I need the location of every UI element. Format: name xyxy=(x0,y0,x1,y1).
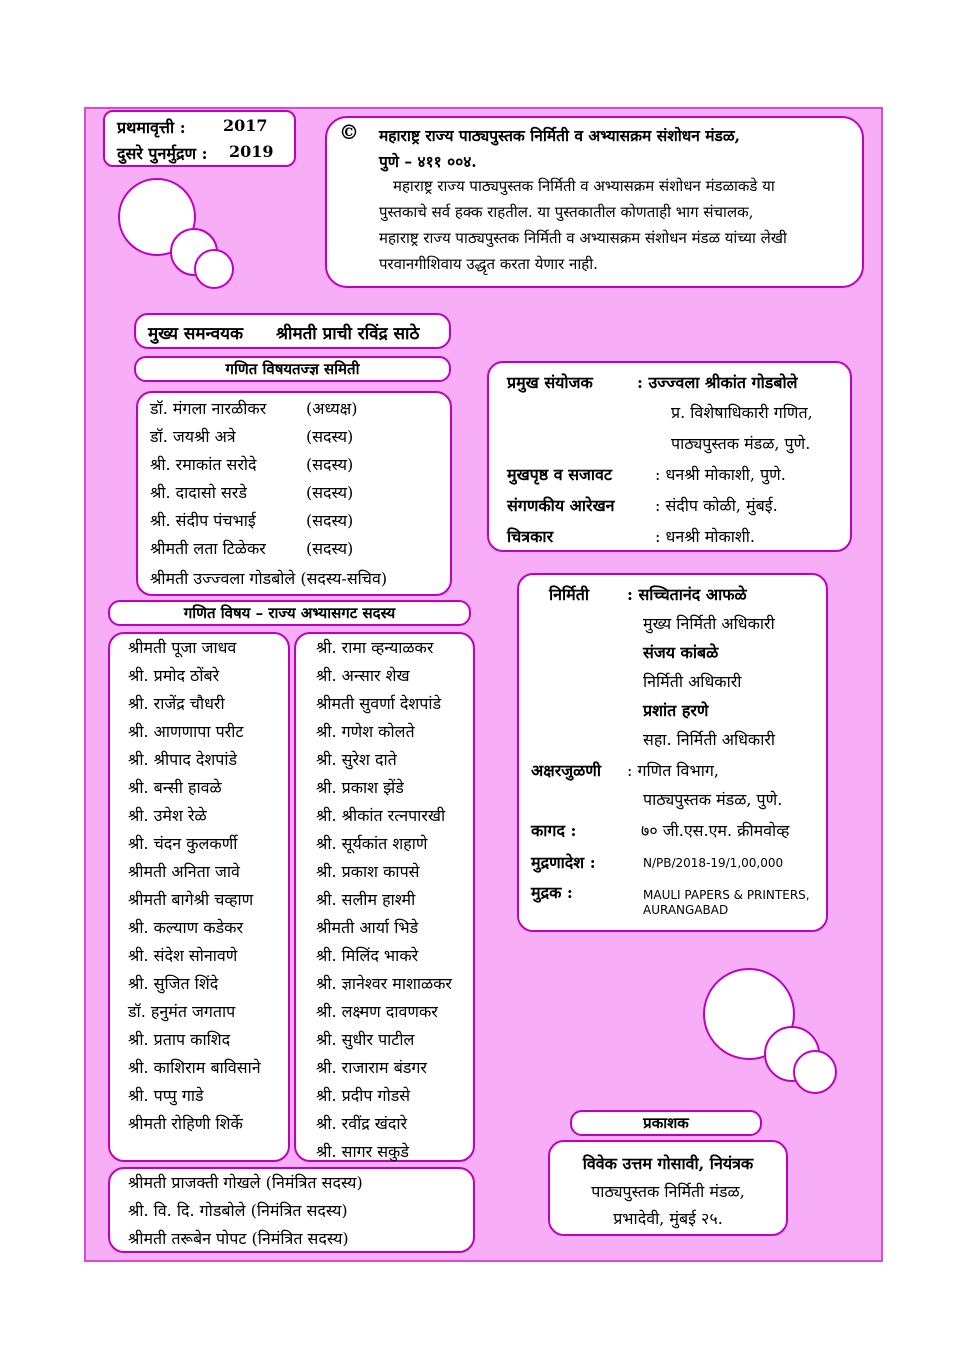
typesetting-label: अक्षरजुळणी xyxy=(531,761,601,780)
member-name: डॉ. हनुमंत जगताप xyxy=(128,1002,236,1021)
study-group-right-box xyxy=(294,632,475,1162)
publisher-line-2: पाठ्यपुस्तक निर्मिती मंडळ, xyxy=(591,1182,745,1201)
invited-member: श्रीमती तरूबेन पोपट (निमंत्रित सदस्य) xyxy=(128,1229,349,1248)
member-name: श्रीमती रोहिणी शिर्के xyxy=(128,1114,243,1133)
member-name: श्री. कल्याण कडेकर xyxy=(128,918,244,937)
expert-secretary: श्रीमती उज्ज्वला गोडबोले (सदस्य-सचिव) xyxy=(150,569,388,588)
copyright-box xyxy=(325,116,864,288)
member-name: श्रीमती आर्या भिडे xyxy=(316,918,419,937)
reprint-year: 2019 xyxy=(229,142,274,161)
print-order-label: मुद्रणादेश : xyxy=(531,853,596,872)
expert-names xyxy=(150,395,266,563)
member-name: श्री. उमेश रेळे xyxy=(128,806,207,825)
edition-box xyxy=(103,110,296,167)
publisher-name: विवेक उत्तम गोसावी, नियंत्रक xyxy=(582,1154,754,1173)
expert-committee-title xyxy=(134,356,451,382)
member-name: श्री. अन्सार शेख xyxy=(316,666,410,685)
artist-value: : धनश्री मोकाशी. xyxy=(655,527,756,546)
study-group-left-box xyxy=(108,632,290,1162)
invited-member: श्री. वि. दि. गोडबोले (निमंत्रित सदस्य) xyxy=(128,1201,348,1220)
member-name: श्री. रामा व्हन्याळकर xyxy=(316,638,434,657)
production-name-3: प्रशांत हरणे xyxy=(643,701,709,720)
publisher-box xyxy=(548,1140,788,1236)
member-name: श्रीमती सुवर्णा देशपांडे xyxy=(316,694,442,713)
decor-circle-small xyxy=(793,1050,837,1094)
expert-name: श्री. दादासो सरडे xyxy=(150,483,247,502)
expert-role: (अध्यक्ष) xyxy=(306,399,358,418)
printer-label: मुद्रक : xyxy=(531,883,573,902)
member-name: श्री. काशिराम बाविसाने xyxy=(128,1058,261,1077)
member-name: श्री. संदेश सोनावणे xyxy=(128,946,238,965)
member-name: श्री. सुरेश दाते xyxy=(316,750,397,769)
member-name: श्री. श्रीपाद देशपांडे xyxy=(128,750,238,769)
reprint-label: दुसरे पुनर्मुद्रण : xyxy=(117,144,208,163)
copyright-line-1: महाराष्ट्र राज्य पाठ्यपुस्तक निर्मिती व अभ्यासक्रम संशोधन मंडळाकडे या xyxy=(393,177,775,195)
expert-committee-title-text: गणित विषयतज्ज्ञ समिती xyxy=(225,360,360,378)
production-title-1: मुख्य निर्मिती अधिकारी xyxy=(643,614,775,633)
member-name: श्री. सूर्यकांत शहाणे xyxy=(316,834,428,853)
print-order-value: N/PB/2018-19/1,00,000 xyxy=(643,856,784,870)
typeset-label: संगणकीय आरेखन xyxy=(507,496,615,515)
member-name: श्री. बन्सी हावळे xyxy=(128,778,222,797)
chief-name: : उज्ज्वला श्रीकांत गोडबोले xyxy=(637,373,798,392)
member-name: श्रीमती अनिता जावे xyxy=(128,862,240,881)
artist-label: चित्रकार xyxy=(507,527,554,546)
decor-circle-small xyxy=(194,249,234,289)
copyright-heading-2: पुणे – ४११ ००४. xyxy=(379,152,477,171)
member-name: श्री. ज्ञानेश्वर माशाळकर xyxy=(316,974,452,993)
printer-value-2: AURANGABAD xyxy=(643,903,729,917)
member-name: श्री. सलीम हाश्मी xyxy=(316,890,416,909)
production-box xyxy=(517,573,828,932)
member-name: श्रीमती बागेश्री चव्हाण xyxy=(128,890,254,909)
publisher-line-3: प्रभादेवी, मुंबई २५. xyxy=(613,1209,723,1228)
paper-label: कागद : xyxy=(531,821,577,840)
cover-label: मुखपृष्ठ व सजावट xyxy=(507,465,612,484)
member-name: श्री. लक्ष्मण दावणकर xyxy=(316,1002,438,1021)
expert-role: (सदस्य) xyxy=(306,539,354,558)
typesetting-value-2: पाठ्यपुस्तक मंडळ, पुणे. xyxy=(643,790,783,809)
production-name-1: : सच्चितानंद आफळे xyxy=(627,585,747,604)
copyright-heading: महाराष्ट्र राज्य पाठ्यपुस्तक निर्मिती व अभ्यासक्रम संशोधन मंडळ, xyxy=(379,126,741,145)
first-edition-label: प्रथमावृत्ती : xyxy=(117,118,186,137)
expert-committee-box xyxy=(136,391,452,596)
invited-list xyxy=(128,1169,363,1253)
paper-value: ७० जी.एस.एम. क्रीमवोव्ह xyxy=(641,821,790,840)
study-group-left-list xyxy=(128,634,261,1138)
member-name: श्री. प्रमोद ठोंबरे xyxy=(128,666,220,685)
production-title-3: सहा. निर्मिती अधिकारी xyxy=(643,730,776,749)
member-name: श्री. सुधीर पाटील xyxy=(316,1030,415,1049)
member-name: श्री. राजाराम बंडगर xyxy=(316,1058,427,1077)
member-name: श्री. पप्पु गाडे xyxy=(128,1086,204,1105)
expert-role: (सदस्य) xyxy=(306,455,354,474)
member-name: श्री. प्रताप काशिद xyxy=(128,1030,231,1049)
publisher-title-text: प्रकाशक xyxy=(643,1114,689,1132)
expert-name: श्रीमती लता टिळेकर xyxy=(150,539,266,558)
credits-box xyxy=(487,361,852,552)
invited-members-box xyxy=(108,1167,475,1253)
copyright-symbol: © xyxy=(339,120,359,144)
member-name: श्री. प्रदीप गोडसे xyxy=(316,1086,411,1105)
expert-role: (सदस्य) xyxy=(306,427,354,446)
member-name: श्री. सुजित शिंदे xyxy=(128,974,219,993)
coordinator-label: मुख्य समन्वयक xyxy=(148,324,243,344)
coordinator-pill xyxy=(134,313,451,349)
member-name: श्री. श्रीकांत रत्नपारखी xyxy=(316,806,446,825)
typesetting-value: : गणित विभाग, xyxy=(627,761,719,780)
copyright-line-4: परवानगीशिवाय उद्धृत करता येणार नाही. xyxy=(379,255,598,273)
expert-name: डॉ. जयश्री अत्रे xyxy=(150,427,236,446)
member-name: श्री. मिलिंद भाकरे xyxy=(316,946,419,965)
first-edition-year: 2017 xyxy=(223,116,268,135)
publisher-title xyxy=(570,1110,762,1136)
member-name: श्री. चंदन कुलकर्णी xyxy=(128,834,238,853)
member-name: श्रीमती पूजा जाधव xyxy=(128,638,237,657)
expert-roles xyxy=(306,395,357,563)
member-name: श्री. गणेश कोलते xyxy=(316,722,415,741)
printer-value-1: MAULI PAPERS & PRINTERS, xyxy=(643,888,810,902)
member-name: श्री. रवींद्र खंदारे xyxy=(316,1114,408,1133)
member-name: श्री. प्रकाश कापसे xyxy=(316,862,420,881)
expert-name: श्री. रमाकांत सरोदे xyxy=(150,455,257,474)
production-title-2: निर्मिती अधिकारी xyxy=(643,672,742,691)
expert-name: डॉ. मंगला नारळीकर xyxy=(150,399,267,418)
typeset-value: : संदीप कोळी, मुंबई. xyxy=(655,496,778,515)
member-name: श्री. सागर सकुडे xyxy=(316,1142,409,1161)
coordinator-name: श्रीमती प्राची रविंद्र साठे xyxy=(276,324,420,344)
copyright-line-2: पुस्तकाचे सर्व हक्क राहतील. या पुस्तकातील कोणताही भाग संचालक, xyxy=(379,203,754,221)
member-name: श्री. आणणापा परीट xyxy=(128,722,244,741)
study-group-title-text: गणित विषय – राज्य अभ्यासगट सदस्य xyxy=(183,604,396,622)
production-label: निर्मिती xyxy=(549,585,590,604)
chief-label: प्रमुख संयोजक xyxy=(507,373,593,392)
chief-line-2: प्र. विशेषाधिकारी गणित, xyxy=(671,403,813,422)
chief-line-3: पाठ्यपुस्तक मंडळ, पुणे. xyxy=(671,434,811,453)
member-name: श्री. प्रकाश झेंडे xyxy=(316,778,404,797)
invited-member: श्रीमती प्राजक्ती गोखले (निमंत्रित सदस्य) xyxy=(128,1173,363,1192)
production-name-2: संजय कांबळे xyxy=(643,643,719,662)
cover-value: : धनश्री मोकाशी, पुणे. xyxy=(655,465,786,484)
expert-name: श्री. संदीप पंचभाई xyxy=(150,511,256,530)
copyright-line-3: महाराष्ट्र राज्य पाठ्यपुस्तक निर्मिती व अभ्यासक्रम संशोधन मंडळ यांच्या लेखी xyxy=(379,229,787,247)
expert-role: (सदस्य) xyxy=(306,483,354,502)
study-group-title xyxy=(108,600,471,626)
study-group-right-list xyxy=(316,634,452,1166)
expert-role: (सदस्य) xyxy=(306,511,354,530)
member-name: श्री. राजेंद्र चौधरी xyxy=(128,694,225,713)
